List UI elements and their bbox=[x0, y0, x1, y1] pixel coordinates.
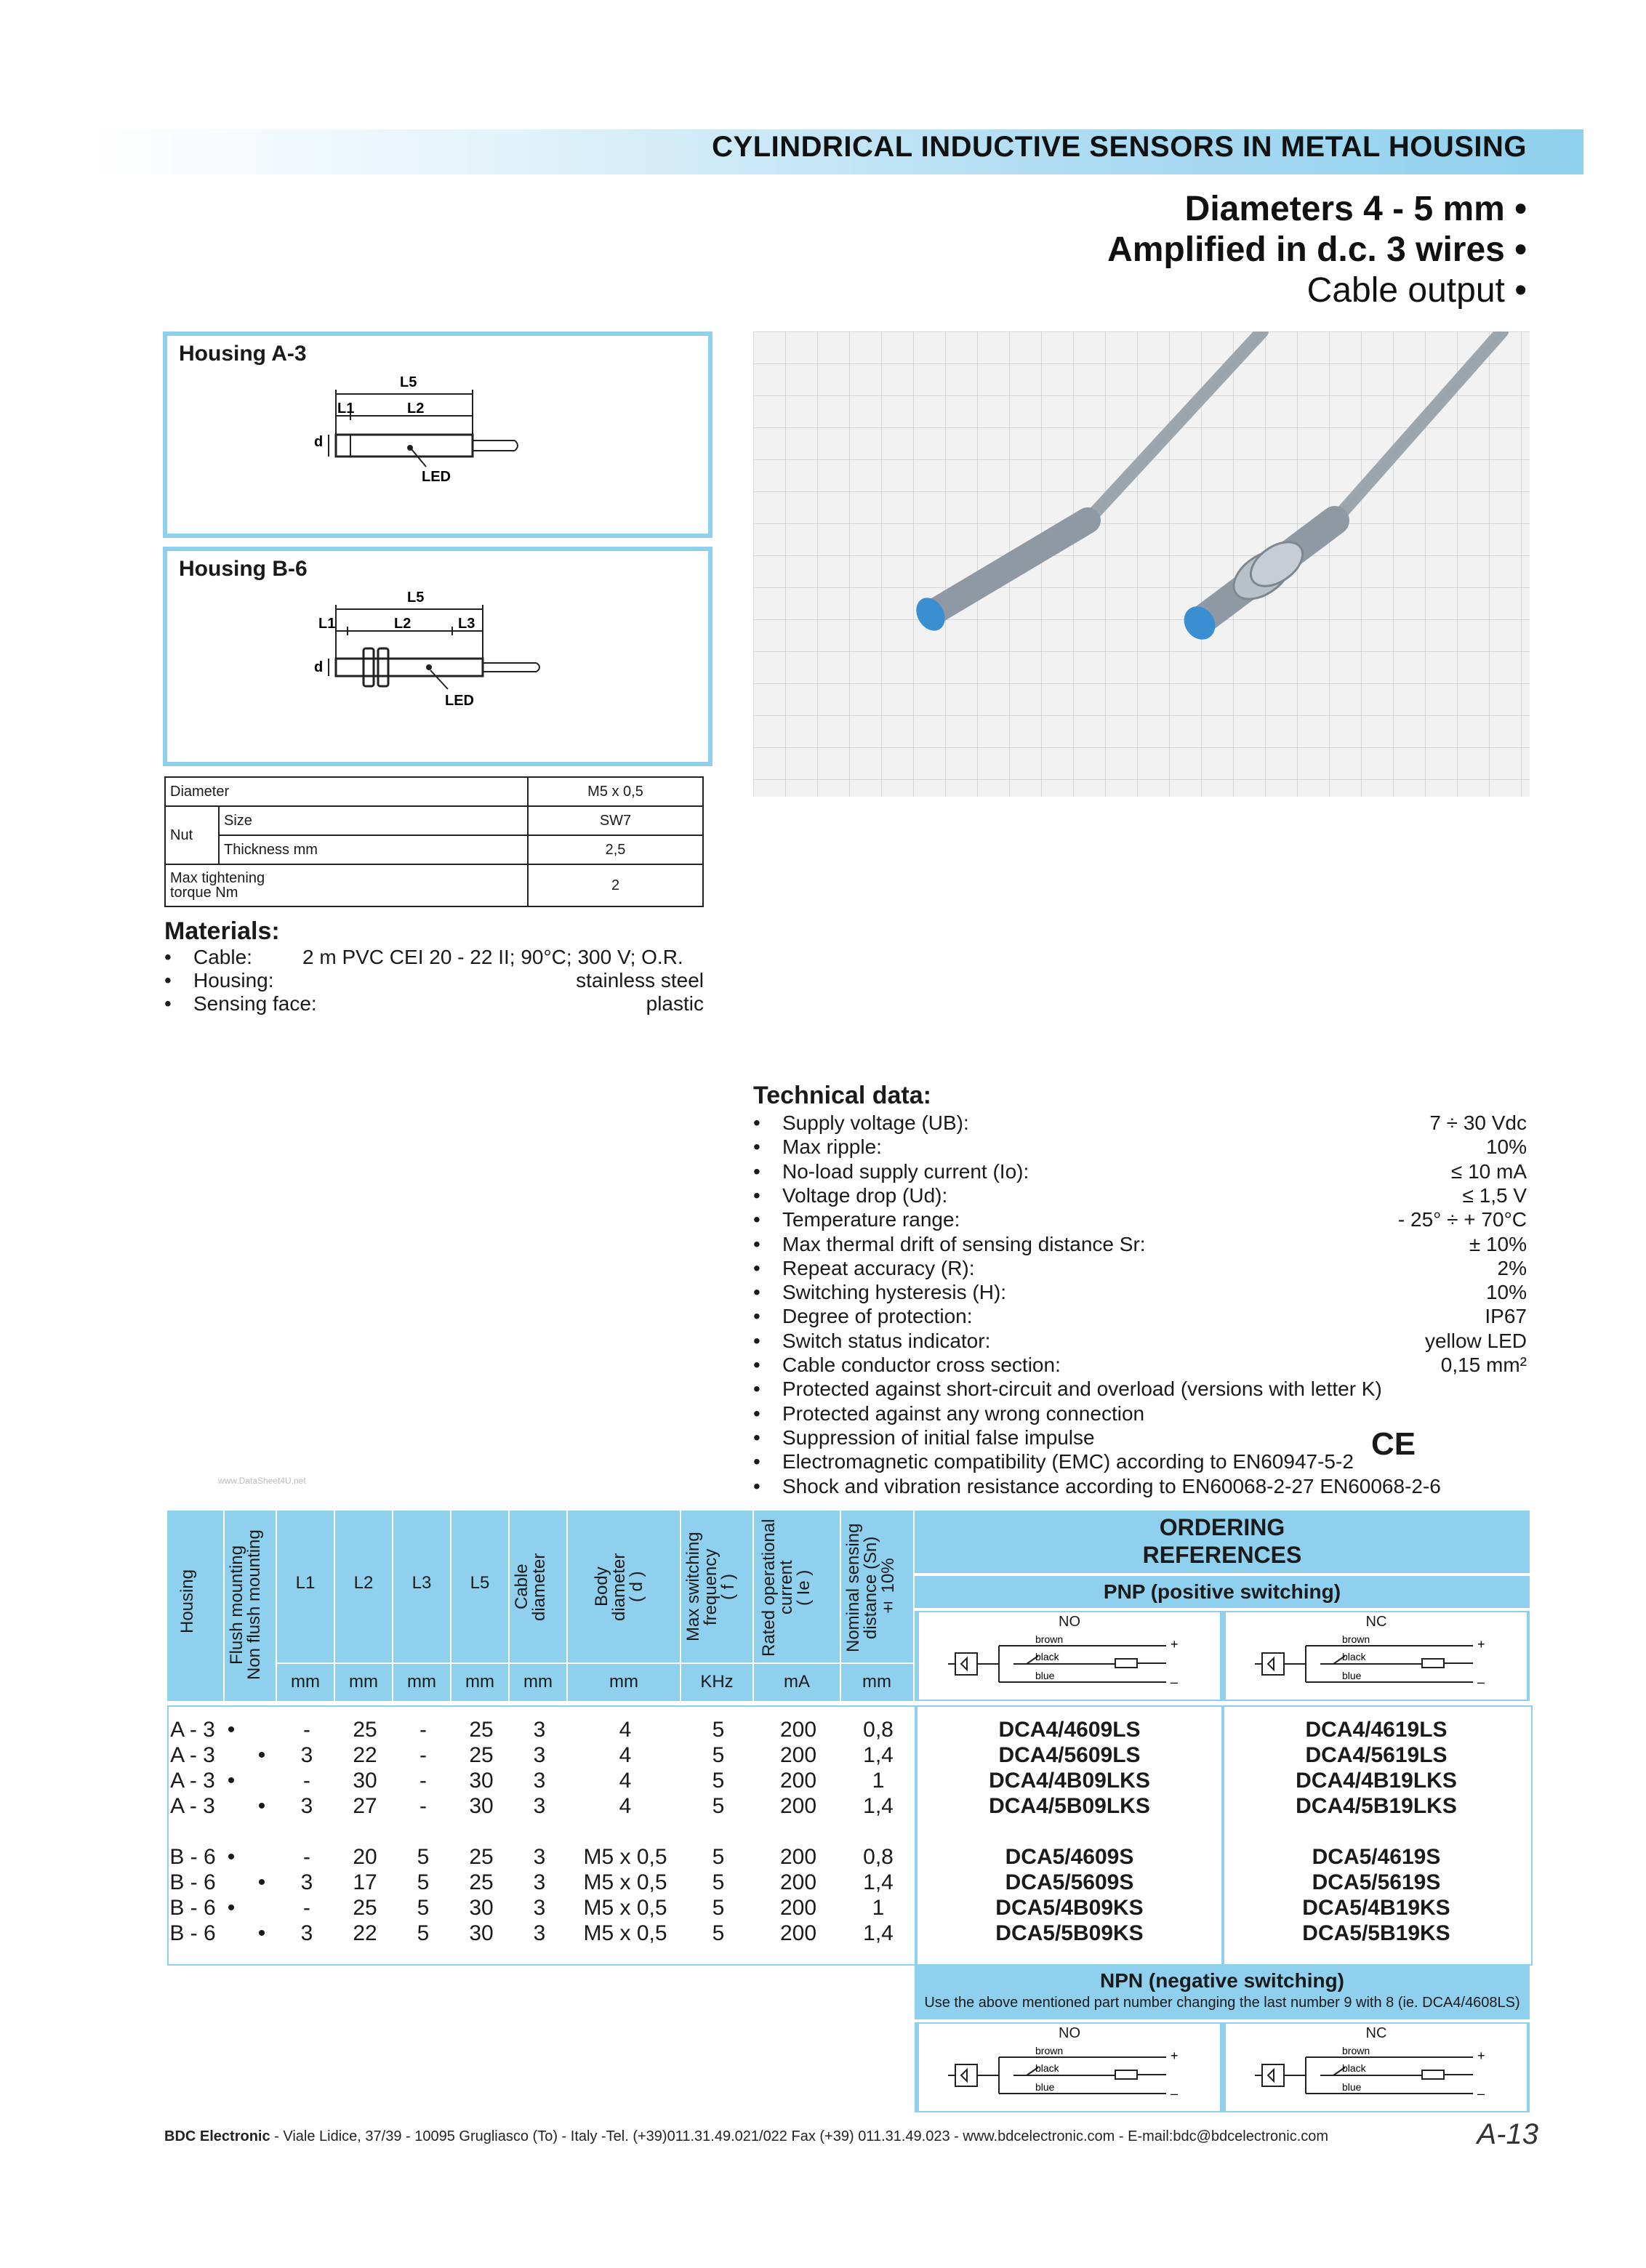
table-cell: 25 bbox=[469, 1870, 494, 1894]
table-cell: 3 bbox=[533, 1743, 546, 1767]
header-l5: L5 bbox=[470, 1573, 490, 1593]
wiring-diagram bbox=[948, 2043, 1195, 2112]
wire-blue-label: blue bbox=[1035, 1670, 1055, 1681]
pnp-no-label: NO bbox=[1059, 1614, 1080, 1630]
table-cell: 3 bbox=[533, 1921, 546, 1945]
header-cable: Cable diameter bbox=[512, 1553, 549, 1621]
dim-d: d bbox=[314, 659, 324, 675]
table-cell: - bbox=[419, 1743, 427, 1767]
table-cell: 25 bbox=[469, 1845, 494, 1869]
table-cell: DCA5/5B09KS bbox=[995, 1921, 1144, 1945]
table-cell: 22 bbox=[353, 1921, 377, 1945]
nut-specs-table bbox=[164, 776, 704, 907]
table-cell: 25 bbox=[469, 1743, 494, 1767]
table-cell: 200 bbox=[779, 1845, 817, 1869]
technical-row: • Temperature range: - 25° ÷ + 70°C bbox=[753, 1208, 1527, 1231]
table-cell: 3 bbox=[533, 1870, 546, 1894]
wire-brown-label: brown bbox=[1035, 1633, 1064, 1645]
header-l2: L2 bbox=[353, 1573, 374, 1593]
technical-row: • Suppression of initial false impulse bbox=[753, 1425, 1095, 1449]
table-cell: DCA5/4B09KS bbox=[995, 1896, 1144, 1920]
table-cell: 25 bbox=[353, 1718, 377, 1742]
table-cell: 200 bbox=[779, 1794, 817, 1818]
table-cell: 5 bbox=[712, 1921, 725, 1945]
wiring-diagram bbox=[948, 1631, 1195, 1700]
table-cell: 5 bbox=[712, 1743, 725, 1767]
wire-black-label: black bbox=[1035, 2062, 1059, 2074]
pnp-nc-cell bbox=[1224, 1611, 1528, 1701]
header-l1: L1 bbox=[295, 1573, 316, 1593]
table-cell bbox=[452, 1819, 510, 1844]
header-flush: Flush mounting Non flush mounting bbox=[227, 1529, 264, 1681]
minus-label: – bbox=[1171, 1675, 1179, 1689]
table-cell: 30 bbox=[469, 1769, 494, 1793]
table-cell: - bbox=[303, 1769, 310, 1793]
column-housing bbox=[169, 1717, 217, 1946]
table-cell bbox=[336, 1819, 394, 1844]
table-cell: M5 x 0,5 bbox=[583, 1845, 667, 1869]
table-cell: 3 bbox=[300, 1921, 313, 1945]
column-no-refs bbox=[918, 1717, 1221, 1946]
table-cell: 5 bbox=[417, 1896, 430, 1920]
table-cell: 200 bbox=[779, 1743, 817, 1767]
technical-row: • Supply voltage (UB): 7 ÷ 30 Vdc bbox=[753, 1111, 1527, 1134]
table-cell: 3 bbox=[300, 1743, 313, 1767]
plus-label: + bbox=[1477, 1637, 1485, 1652]
torque-label: Max tightening torque Nm bbox=[165, 864, 528, 906]
thickness-label: Thickness mm bbox=[219, 835, 528, 864]
table-cell: - bbox=[419, 1794, 427, 1818]
pnp-label: PNP (positive switching) bbox=[915, 1576, 1530, 1608]
table-cell bbox=[246, 1819, 278, 1844]
table-cell: 30 bbox=[469, 1921, 494, 1945]
diameter-value: M5 x 0,5 bbox=[528, 777, 703, 806]
table-cell: 1,4 bbox=[863, 1870, 894, 1894]
column-dist bbox=[842, 1717, 915, 1946]
ordering-title-1: ORDERING bbox=[1159, 1514, 1285, 1540]
table-cell bbox=[217, 1870, 246, 1895]
table-cell: • bbox=[227, 1896, 236, 1920]
header-body: Body diameter ( d ) bbox=[592, 1553, 646, 1621]
table-cell: • bbox=[257, 1743, 266, 1767]
ordering-title-2: REFERENCES bbox=[1142, 1542, 1302, 1568]
table-cell: 5 bbox=[712, 1896, 725, 1920]
dim-l1: L1 bbox=[318, 616, 336, 632]
unit-l2: mm bbox=[349, 1672, 378, 1692]
table-cell: DCA5/4609S bbox=[1005, 1845, 1134, 1869]
housing-a3-label: Housing A-3 bbox=[179, 342, 307, 366]
table-cell bbox=[217, 1819, 246, 1844]
wire-brown-label: brown bbox=[1035, 2045, 1064, 2056]
materials-title: Materials: bbox=[164, 917, 280, 945]
table-cell bbox=[169, 1819, 217, 1844]
table-cell: • bbox=[257, 1870, 266, 1894]
technical-row: • Switch status indicator: yellow LED bbox=[753, 1329, 1527, 1352]
table-cell: 5 bbox=[712, 1845, 725, 1869]
table-cell: M5 x 0,5 bbox=[583, 1870, 667, 1894]
pnp-no-cell bbox=[918, 1611, 1221, 1701]
technical-row: • Voltage drop (Ud): ≤ 1,5 V bbox=[753, 1183, 1527, 1207]
watermark: www.DataSheet4U.net bbox=[218, 1476, 306, 1486]
header-frequency: Max switching frequency ( f ) bbox=[683, 1532, 738, 1642]
technical-row: • Switching hysteresis (H): 10% bbox=[753, 1281, 1527, 1304]
npn-no-cell bbox=[918, 2022, 1221, 2112]
table-cell: 3 bbox=[533, 1794, 546, 1818]
table-cell: 5 bbox=[417, 1921, 430, 1945]
table-cell: 27 bbox=[353, 1794, 377, 1818]
wire-black-label: black bbox=[1342, 2062, 1366, 2074]
unit-frequency: KHz bbox=[700, 1672, 734, 1692]
minus-label: – bbox=[1477, 2086, 1485, 2101]
column-curr bbox=[755, 1717, 842, 1946]
table-cell bbox=[918, 1819, 1221, 1844]
column-l5 bbox=[452, 1717, 510, 1946]
table-cell: 4 bbox=[619, 1718, 632, 1742]
unit-body: mm bbox=[609, 1672, 638, 1692]
table-cell: 3 bbox=[300, 1870, 313, 1894]
header-l3: L3 bbox=[411, 1573, 432, 1593]
unit-cable: mm bbox=[523, 1672, 553, 1692]
plus-label: + bbox=[1477, 2048, 1485, 2063]
technical-row: • No-load supply current (Io): ≤ 10 mA bbox=[753, 1159, 1527, 1183]
sensor-photo-illustration bbox=[753, 331, 1530, 797]
table-cell: DCA4/4619LS bbox=[1305, 1718, 1448, 1742]
table-cell: DCA5/5609S bbox=[1005, 1870, 1134, 1894]
table-cell: • bbox=[257, 1794, 266, 1818]
table-cell: 5 bbox=[712, 1794, 725, 1818]
footer-company: BDC Electronic bbox=[164, 2128, 270, 2144]
table-cell bbox=[755, 1819, 842, 1844]
size-value: SW7 bbox=[528, 806, 703, 835]
table-cell: - bbox=[419, 1718, 427, 1742]
column-freq bbox=[682, 1717, 755, 1946]
column-nonflush bbox=[246, 1717, 278, 1946]
table-cell: 3 bbox=[533, 1845, 546, 1869]
technical-row: • Protected against short-circuit and overload (versions with letter K) bbox=[753, 1378, 1382, 1401]
table-cell: 3 bbox=[533, 1769, 546, 1793]
table-cell: 25 bbox=[469, 1718, 494, 1742]
table-cell: 30 bbox=[469, 1794, 494, 1818]
table-cell: 4 bbox=[619, 1769, 632, 1793]
column-cable bbox=[510, 1717, 569, 1946]
diameter-label: Diameter bbox=[165, 777, 528, 806]
table-cell: 200 bbox=[779, 1718, 817, 1742]
led-label: LED bbox=[422, 469, 451, 485]
table-cell: - bbox=[419, 1769, 427, 1793]
table-cell bbox=[682, 1819, 755, 1844]
spec-table-header bbox=[167, 1511, 913, 1701]
unit-l1: mm bbox=[291, 1672, 320, 1692]
table-cell: 200 bbox=[779, 1870, 817, 1894]
spec-table-body bbox=[167, 1705, 1533, 1966]
table-cell bbox=[246, 1895, 278, 1921]
table-cell: 5 bbox=[417, 1870, 430, 1894]
technical-row: • Shock and vibration resistance according to EN60068-2-27 EN60068-2-6 bbox=[753, 1474, 1441, 1497]
table-cell: DCA5/4B19KS bbox=[1302, 1896, 1450, 1920]
wire-brown-label: brown bbox=[1342, 1633, 1370, 1645]
wire-blue-label: blue bbox=[1342, 1670, 1362, 1681]
table-cell: • bbox=[257, 1921, 266, 1945]
table-cell bbox=[278, 1819, 336, 1844]
materials-item: • Cable: 2 m PVC CEI 20 - 22 II; 90°C; 300 V; O.R. bbox=[164, 946, 683, 968]
dim-l1: L1 bbox=[337, 401, 355, 417]
table-cell: 25 bbox=[353, 1896, 377, 1920]
wire-black-label: black bbox=[1342, 1651, 1366, 1662]
table-cell: B - 6 bbox=[169, 1896, 216, 1920]
header-housing: Housing bbox=[177, 1569, 197, 1634]
table-cell: 1,4 bbox=[863, 1743, 894, 1767]
table-cell: 5 bbox=[712, 1718, 725, 1742]
pnp-nc-label: NC bbox=[1365, 1614, 1387, 1630]
wire-brown-label: brown bbox=[1342, 2045, 1370, 2056]
table-cell: 20 bbox=[353, 1845, 377, 1869]
table-cell: DCA5/5619S bbox=[1312, 1870, 1441, 1894]
table-cell bbox=[510, 1819, 569, 1844]
table-cell: A - 3 bbox=[170, 1769, 215, 1793]
table-cell: M5 x 0,5 bbox=[583, 1896, 667, 1920]
wiring-diagram bbox=[1255, 1631, 1502, 1700]
table-cell bbox=[842, 1819, 915, 1844]
npn-title: NPN (negative switching) bbox=[1099, 1969, 1345, 1992]
product-photo bbox=[753, 331, 1530, 797]
housing-b6-label: Housing B-6 bbox=[179, 557, 308, 581]
plus-label: + bbox=[1171, 1637, 1179, 1652]
dim-l3: L3 bbox=[458, 616, 475, 632]
table-cell: - bbox=[303, 1896, 310, 1920]
dim-l2: L2 bbox=[407, 401, 425, 417]
technical-row: • Max thermal drift of sensing distance Sr: ± 10% bbox=[753, 1232, 1527, 1255]
dim-l5: L5 bbox=[407, 590, 425, 606]
npn-nc-cell bbox=[1224, 2022, 1528, 2112]
column-flush bbox=[217, 1717, 246, 1946]
table-cell: 1 bbox=[872, 1769, 885, 1793]
table-cell: 3 bbox=[533, 1896, 546, 1920]
table-cell: 1 bbox=[872, 1896, 885, 1920]
page-number: A-13 bbox=[1477, 2118, 1538, 2150]
table-cell: 0,8 bbox=[863, 1718, 894, 1742]
table-cell: - bbox=[303, 1845, 310, 1869]
table-cell: 22 bbox=[353, 1743, 377, 1767]
subtitle-cable-output: Cable output • bbox=[1306, 271, 1527, 310]
table-cell bbox=[569, 1819, 682, 1844]
thickness-value: 2,5 bbox=[528, 835, 703, 864]
nut-label: Nut bbox=[165, 806, 219, 864]
wire-black-label: black bbox=[1035, 1651, 1059, 1662]
technical-row: • Degree of protection: IP67 bbox=[753, 1305, 1527, 1328]
minus-label: – bbox=[1171, 2086, 1179, 2101]
wire-blue-label: blue bbox=[1035, 2081, 1055, 2093]
unit-l3: mm bbox=[407, 1672, 436, 1692]
table-cell bbox=[246, 1768, 278, 1793]
column-l3 bbox=[394, 1717, 452, 1946]
technical-row: • Cable conductor cross section: 0,15 mm² bbox=[753, 1354, 1527, 1376]
table-cell: DCA4/5B19LKS bbox=[1296, 1794, 1457, 1818]
plus-label: + bbox=[1171, 2048, 1179, 2063]
technical-row: • Protected against any wrong connection bbox=[753, 1402, 1145, 1425]
unit-l5: mm bbox=[465, 1672, 494, 1692]
column-l1 bbox=[278, 1717, 336, 1946]
table-cell: • bbox=[227, 1845, 236, 1869]
table-cell: 4 bbox=[619, 1794, 632, 1818]
dim-l5: L5 bbox=[400, 374, 417, 390]
technical-row: • Electromagnetic compatibility (EMC) according to EN60947-5-2 bbox=[753, 1450, 1354, 1473]
table-cell: 30 bbox=[353, 1769, 377, 1793]
npn-nc-label: NC bbox=[1365, 2025, 1387, 2041]
table-cell: 3 bbox=[533, 1718, 546, 1742]
materials-section bbox=[164, 917, 704, 1016]
table-cell: DCA4/4B09LKS bbox=[989, 1769, 1150, 1793]
table-cell: DCA5/4619S bbox=[1312, 1845, 1441, 1869]
table-cell: DCA5/5B19KS bbox=[1302, 1921, 1450, 1945]
housing-a3-box bbox=[163, 331, 712, 538]
table-cell: 1,4 bbox=[863, 1921, 894, 1945]
housing-b6-drawing bbox=[284, 580, 618, 755]
footer bbox=[164, 2128, 1328, 2145]
table-cell: DCA4/4B19LKS bbox=[1296, 1769, 1457, 1793]
table-cell bbox=[394, 1819, 452, 1844]
subtitle-amplified: Amplified in d.c. 3 wires • bbox=[1107, 230, 1527, 269]
dim-l2: L2 bbox=[394, 616, 411, 632]
table-cell: DCA4/5B09LKS bbox=[989, 1794, 1150, 1818]
torque-value: 2 bbox=[528, 864, 703, 906]
technical-title: Technical data: bbox=[753, 1082, 931, 1109]
dim-d: d bbox=[314, 434, 324, 450]
column-nc-refs bbox=[1224, 1717, 1528, 1946]
table-cell: B - 6 bbox=[169, 1845, 216, 1869]
table-cell: 200 bbox=[779, 1921, 817, 1945]
housing-a3-drawing bbox=[284, 365, 603, 525]
table-cell: DCA4/5619LS bbox=[1305, 1743, 1448, 1767]
table-cell: B - 6 bbox=[169, 1921, 216, 1945]
unit-distance: mm bbox=[862, 1672, 891, 1692]
subtitle-diameters: Diameters 4 - 5 mm • bbox=[1184, 190, 1527, 228]
table-cell: 5 bbox=[712, 1769, 725, 1793]
table-cell: A - 3 bbox=[170, 1743, 215, 1767]
table-cell: • bbox=[227, 1718, 236, 1742]
minus-label: – bbox=[1477, 1675, 1485, 1689]
table-cell bbox=[217, 1793, 246, 1819]
table-cell: 5 bbox=[417, 1845, 430, 1869]
materials-item: • Sensing face: plastic bbox=[164, 992, 704, 1015]
npn-note: Use the above mentioned part number changing the last number 9 with 8 (ie. DCA4/4608LS) bbox=[924, 1995, 1520, 2011]
column-body bbox=[569, 1717, 682, 1946]
npn-box bbox=[915, 1966, 1530, 2019]
table-cell: 5 bbox=[712, 1870, 725, 1894]
table-cell: 4 bbox=[619, 1743, 632, 1767]
npn-wiring-row bbox=[915, 2022, 1530, 2112]
materials-item: • Housing: stainless steel bbox=[164, 969, 704, 992]
unit-current: mA bbox=[784, 1672, 810, 1692]
led-label: LED bbox=[445, 693, 474, 709]
size-label: Size bbox=[219, 806, 528, 835]
table-cell: B - 6 bbox=[169, 1870, 216, 1894]
table-cell: 200 bbox=[779, 1896, 817, 1920]
table-cell: 30 bbox=[469, 1896, 494, 1920]
npn-no-label: NO bbox=[1059, 2025, 1080, 2041]
table-cell: DCA4/4609LS bbox=[998, 1718, 1141, 1742]
table-cell: - bbox=[303, 1718, 310, 1742]
column-l2 bbox=[336, 1717, 394, 1946]
table-cell bbox=[1224, 1819, 1528, 1844]
pnp-wiring-row bbox=[915, 1611, 1530, 1701]
wiring-diagram bbox=[1255, 2043, 1502, 2112]
table-cell: A - 3 bbox=[170, 1794, 215, 1818]
page-title: CYLINDRICAL INDUCTIVE SENSORS IN METAL HOUSING bbox=[712, 131, 1527, 163]
table-cell: 200 bbox=[779, 1769, 817, 1793]
header-current: Rated operational current ( Ie ) bbox=[759, 1519, 814, 1657]
table-cell: 0,8 bbox=[863, 1845, 894, 1869]
technical-row: • Repeat accuracy (R): 2% bbox=[753, 1256, 1527, 1279]
table-cell: 17 bbox=[353, 1870, 377, 1894]
wire-blue-label: blue bbox=[1342, 2081, 1362, 2093]
technical-row: • Max ripple: 10% bbox=[753, 1135, 1527, 1159]
ordering-title-box bbox=[915, 1511, 1530, 1573]
housing-b6-box bbox=[163, 547, 712, 766]
footer-address: - Viale Lidice, 37/39 - 10095 Grugliasco (To) - Italy -Tel. (+39)011.31.49.021/022 Fax (+39) 011.31.49.023 - www.bdcelectronic.com - E-mail:bdc@bdcelectronic.com bbox=[270, 2128, 1329, 2144]
table-cell bbox=[246, 1844, 278, 1870]
table-cell bbox=[217, 1742, 246, 1768]
table-cell bbox=[246, 1717, 278, 1742]
table-cell: DCA4/5609LS bbox=[998, 1743, 1141, 1767]
ce-mark: CE bbox=[1371, 1426, 1416, 1462]
table-cell: • bbox=[227, 1769, 236, 1793]
table-cell: M5 x 0,5 bbox=[583, 1921, 667, 1945]
header-distance: Nominal sensing distance (Sn) ± 10% bbox=[843, 1523, 898, 1652]
table-cell bbox=[217, 1921, 246, 1946]
table-cell: A - 3 bbox=[170, 1718, 215, 1742]
table-cell: 3 bbox=[300, 1794, 313, 1818]
table-cell: 1,4 bbox=[863, 1794, 894, 1818]
